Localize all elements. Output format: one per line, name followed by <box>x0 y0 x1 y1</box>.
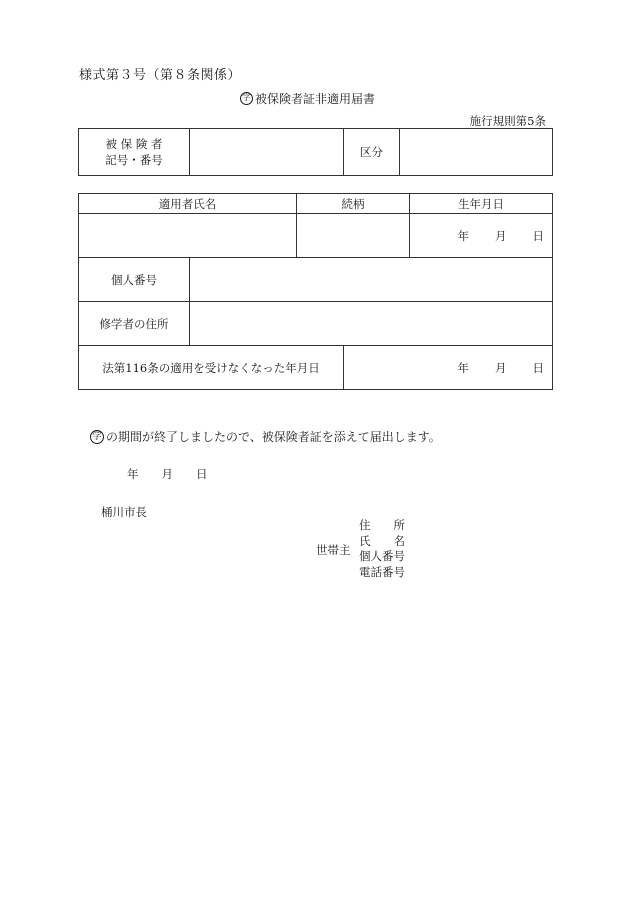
rule-reference: 施行規則第5条 <box>469 114 546 128</box>
name-value <box>79 214 297 258</box>
addressee: 桶川市長 <box>101 505 147 519</box>
col-header-name: 適用者氏名 <box>79 194 297 214</box>
category-label: 区分 <box>344 129 400 176</box>
relationship-value <box>297 214 410 258</box>
notice-text: の期間が終了しましたので、被保険者証を添えて届出します。 <box>106 430 441 444</box>
submit-day-label: 日 <box>196 467 208 481</box>
head-address-label: 住 所 <box>359 518 405 532</box>
birth-month-label: 月 <box>495 228 507 243</box>
birth-day-label: 日 <box>532 228 544 243</box>
insured-number-table <box>78 128 553 176</box>
form-number-label: 様式第３号（第８条関係） <box>79 68 242 83</box>
submit-year-label: 年 <box>127 467 139 481</box>
personal-number-value <box>190 258 553 302</box>
category-value <box>400 129 553 176</box>
student-address-value <box>190 302 553 346</box>
head-phone-label: 電話番号 <box>359 564 405 579</box>
cease-date-value <box>344 346 553 390</box>
insured-number-label-line2: 記号・番号 <box>105 153 163 167</box>
gaku-circle-icon: 学 <box>241 93 251 103</box>
household-head-fields <box>359 518 405 580</box>
document-title <box>240 90 375 107</box>
col-header-relationship: 続柄 <box>297 194 410 214</box>
cease-day-label: 日 <box>532 360 544 375</box>
insured-number-label <box>79 129 190 176</box>
gaku-circle-icon: 学 <box>90 430 104 444</box>
cease-month-label: 月 <box>495 360 507 375</box>
student-address-label: 修学者の住所 <box>79 302 190 346</box>
birth-year-label: 年 <box>457 228 469 243</box>
birthdate-value <box>410 214 553 258</box>
document-title-text: 被保険者証非適用届書 <box>255 92 376 106</box>
submission-date <box>127 466 208 482</box>
household-head-label: 世帯主 <box>316 543 351 557</box>
insured-number-label-line1: 被 保 険 者 <box>105 137 163 151</box>
cease-year-label: 年 <box>457 360 469 375</box>
head-personal-number-label: 個人番号 <box>359 549 405 563</box>
col-header-birthdate: 生年月日 <box>410 194 553 214</box>
cease-date-label: 法第116条の適用を受けなくなった年月日 <box>79 346 344 390</box>
notice-statement <box>90 428 441 445</box>
insured-number-value <box>190 129 344 176</box>
submit-month-label: 月 <box>161 467 173 481</box>
personal-number-label: 個人番号 <box>79 258 190 302</box>
head-name-label: 氏 名 <box>359 533 405 548</box>
applicant-table <box>78 193 553 390</box>
